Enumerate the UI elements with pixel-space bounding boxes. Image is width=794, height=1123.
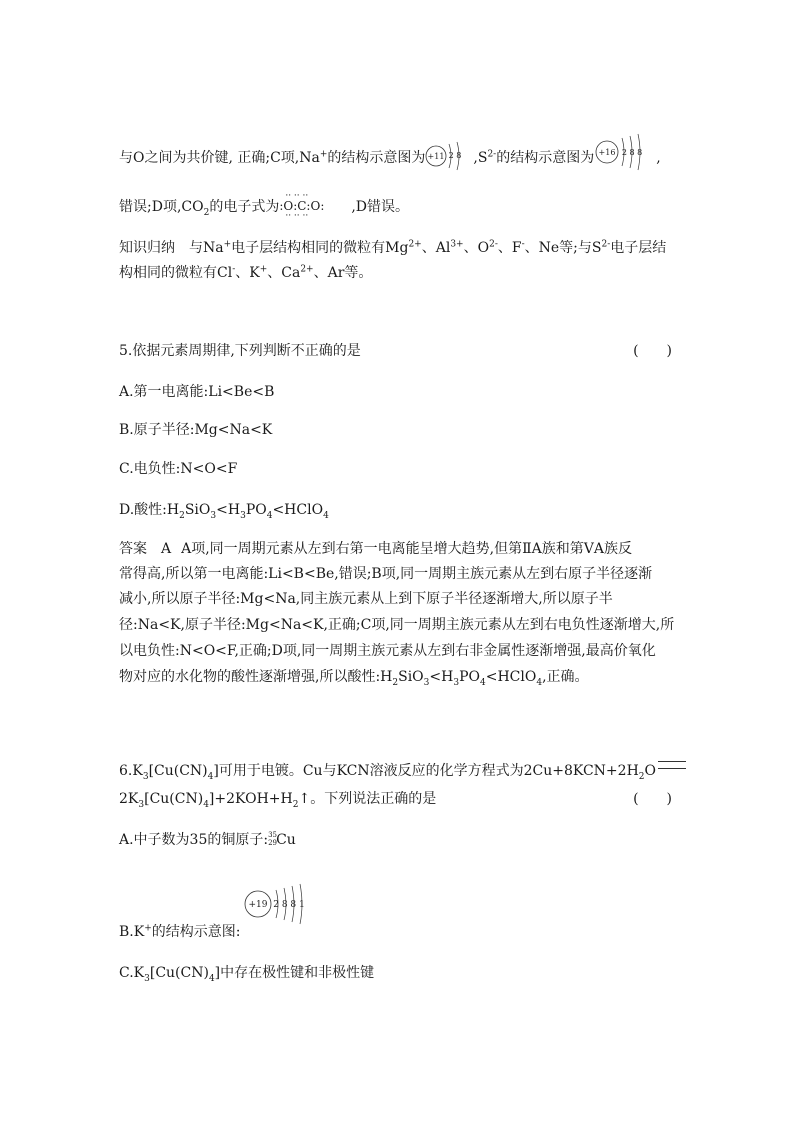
q6-option-a: A.中子数为35的铜原子: 35 29 Cu [119,831,296,848]
para-1: 与O之间为共价键, 正确;C项,Na+的结构示意图为 +11 2 8 $,S^{2-}$的结构示意图为 +16 2 8 8 , [119,130,661,174]
q5-explanation-6: 物对应的水化物的酸性逐渐增强,所以酸性$:H_2SiO_3<H_3PO_4<HClO_4$,正确。 [119,669,589,688]
q5-option-b: B.原子半径:Mg<Na<K [119,422,273,438]
na-ion-structure-diagram [425,134,473,174]
q6-option-b: B.K+的结构示意图: [119,923,241,940]
q5-explanation-3: 减小,所以原子半径:Mg<Na,同主族元素从上到下原子半径逐渐增大,所以原子半 [119,591,613,607]
knowledge-line-1: 知识归纳 与Na+电子层结构相同的微粒有$Mg^{2+}$、$Al^{3+}$、$O^{2-}$、F-、Ne等;与$S^{2-}$电子层结 [119,239,667,256]
k-shells-label: 2 8 8 1 [273,900,305,910]
answer-letter: A [161,541,172,557]
q5-answer-paren: ( ) [633,343,672,359]
na-shells-label: 2 8 [449,151,462,160]
s-nucleus-label: +16 [598,148,616,157]
k-nucleus-label: +19 [248,900,268,910]
q6-option-c: $C.K_3[Cu(CN)_4]$中存在极性键和非极性键 [119,965,375,984]
q5-stem: 5.依据元素周期律,下列判断不正确的是 [119,343,361,359]
knowledge-line-2: 构相同的微粒有Cl-、K+、$Ca^{2+}$、Ar等。 [119,264,373,281]
na-nucleus-label: +11 [427,152,445,161]
reaction-equals-sign [658,761,686,769]
s-shells-label: 2 8 8 [622,148,643,157]
q5-explanation-2: 常得高,所以第一电离能:Li<B<Be,错误;B项,同一周期主族元素从左到右原子半径逐渐 [119,566,653,582]
q6-stem-line-2: $2K_3[Cu(CN)_4]+2KOH+H_2↑$。下列说法正确的是 [119,791,437,810]
co2-lewis-structure [279,192,351,222]
q5-option-a: A.第一电离能:Li<Be<B [119,384,275,400]
q6-answer-paren: ( ) [633,791,672,807]
q5-explanation-4: 径:Na<K,原子半径:Mg<Na<K,正确;C项,同一周期主族元素从左到右电负性逐渐增大,所 [119,617,675,633]
k-ion-structure-diagram [241,880,321,928]
q5-option-d: D.酸性$:H_2SiO_3<H_3PO_4<HClO_4$ [119,502,329,521]
lewis-formula: :O:C:O: [279,199,325,213]
q5-answer-line-1: 答案 A A项,同一周期元素从左到右第一电离能呈增大趋势,但第ⅡA族和第ⅤA族反 [119,541,632,557]
lewis-dots-top: ·· ·· ·· [285,191,309,201]
lewis-dots-bottom: ·· ·· ·· [285,211,309,221]
cu-isotope-notation: 35 29 [268,831,278,847]
knowledge-label: 知识归纳 [119,240,175,256]
q5-explanation-5: 以电负性:N<O<F,正确;D项,同一周期主族元素从左到右非金属性逐渐增强,最高价氧化 [119,643,656,659]
answer-label: 答案 [119,541,147,557]
s-ion-structure-diagram [594,130,656,174]
q5-option-c: C.电负性:N<O<F [119,461,238,477]
para-2: 错误;D项$,CO_2$的电子式为 ·· ·· ·· :O:C:O: ·· ·· ·· ,D错误。 [119,191,410,221]
q6-stem-line-1: $6.K_3[Cu(CN)_4]$可用于电镀。Cu与KCN溶液反应的化学方程式为$2Cu+8KCN+2H_2O$ [119,760,686,782]
